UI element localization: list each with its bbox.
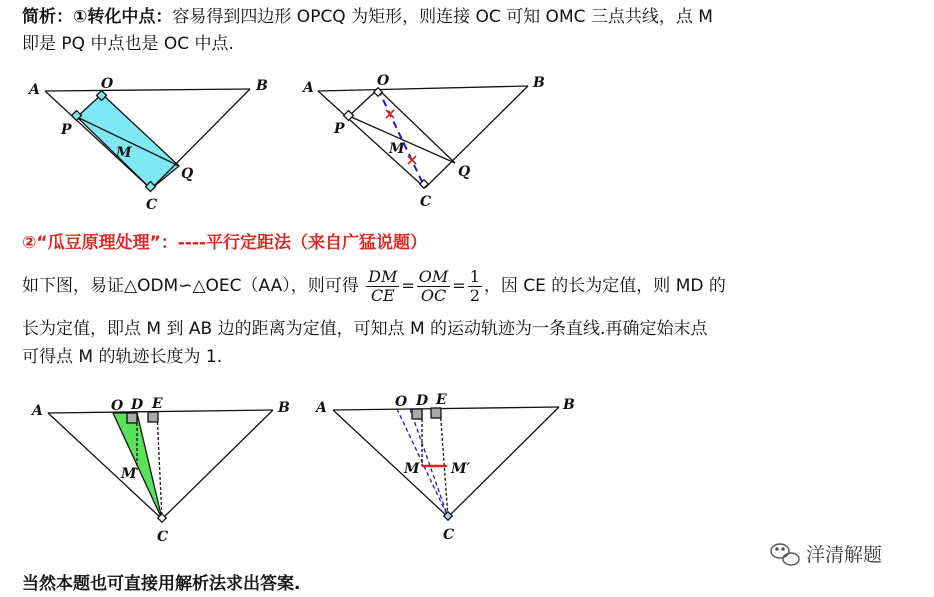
p1-after: ，因 CE 的长为定值，则 MD 的	[483, 276, 726, 296]
fig2-label-q: Q	[458, 164, 471, 180]
section1-line2: 即是 PQ 中点也是 OC 中点.	[22, 34, 234, 54]
conclusion-text: 当然本题也可直接用解析法求出答案.	[22, 574, 301, 594]
fig4-label-m-prime: M′	[451, 461, 471, 477]
right-angle-d	[127, 413, 137, 423]
triangle1-ab	[45, 89, 250, 91]
section1-line1-text: 容易得到四边形 OPCQ 为矩形，则连接 OC 可知 OMC 三点共线，点 M	[172, 7, 713, 27]
fig1-label-o: O	[101, 76, 114, 92]
section2-paragraph3: 可得点 M 的轨迹长度为 1.	[22, 347, 223, 367]
fig4-label-a: A	[316, 400, 327, 416]
fig4-label-e: E	[436, 392, 447, 408]
figure-2	[318, 86, 528, 188]
right-angle-c3	[158, 514, 166, 522]
frac3-num: 1	[469, 266, 480, 286]
frac3-den: 2	[469, 285, 480, 305]
fig3-label-a: A	[32, 403, 43, 419]
figure-4	[333, 407, 559, 520]
fig1-label-b: B	[256, 78, 268, 94]
fig4-label-m: M	[404, 461, 420, 477]
fig3-label-o: O	[111, 398, 124, 414]
triangle4-ac	[333, 410, 448, 517]
right-angle-c4	[444, 512, 452, 520]
fig4-label-d: D	[416, 393, 429, 409]
fig2-label-m: M	[389, 141, 405, 157]
wechat-icon	[771, 544, 799, 565]
fig3-label-b: B	[278, 400, 290, 416]
fig3-label-c: C	[157, 529, 169, 545]
fig1-label-q: Q	[181, 166, 194, 182]
fig2-label-p: P	[334, 121, 345, 137]
segment-oc-dashed	[378, 89, 425, 188]
fig1-label-p: P	[61, 122, 72, 138]
triangle3-bc	[162, 410, 273, 519]
watermark-text: 洋清解题	[806, 544, 883, 566]
triangle2-ab	[318, 86, 528, 91]
fig4-label-b: B	[563, 397, 575, 413]
frac2-den: OC	[420, 285, 447, 305]
right-angle-e	[148, 412, 158, 422]
fig3-label-e: E	[152, 396, 163, 412]
right-angle-p2	[344, 111, 354, 121]
triangle2-ac	[318, 91, 425, 188]
triangle1-bc	[151, 89, 250, 189]
fig2-label-b: B	[533, 75, 545, 91]
frac2-num: OM	[418, 266, 449, 286]
equals-1: =	[401, 276, 415, 295]
right-angle-e4	[431, 408, 441, 418]
equals-2: =	[452, 276, 466, 295]
segment-op	[349, 89, 378, 116]
triangle2-bc	[425, 86, 528, 188]
p1-before: 如下图，易证△ODM∽△OEC（AA），则可得	[22, 276, 359, 296]
fig4-label-o: O	[395, 394, 408, 410]
right-angle-d4	[412, 409, 422, 419]
fig1-label-m: M	[116, 145, 132, 161]
fig3-label-d: D	[131, 397, 144, 413]
frac1-num: DM	[368, 266, 398, 286]
section1-label: 简析：①转化中点：	[22, 7, 173, 27]
section2-heading: ②“瓜豆原理处理”：----平行定距法（来自广猛说题）	[22, 233, 427, 253]
fig2-label-a: A	[303, 80, 314, 96]
fig1-label-a: A	[29, 82, 40, 98]
section2-paragraph2: 长为定值，即点 M 到 AB 边的距离为定值，可知点 M 的运动轨迹为一条直线.再确定始末点	[22, 319, 708, 339]
fig2-label-o: O	[377, 73, 390, 89]
fig4-label-c: C	[443, 527, 455, 543]
fig2-label-c: C	[420, 194, 432, 210]
segment-ec4	[440, 408, 448, 517]
fig1-label-c: C	[146, 197, 158, 213]
frac1-den: CE	[370, 285, 395, 305]
fig3-label-m: M	[121, 466, 137, 482]
figure-3	[48, 410, 273, 522]
figure-1	[45, 89, 250, 191]
